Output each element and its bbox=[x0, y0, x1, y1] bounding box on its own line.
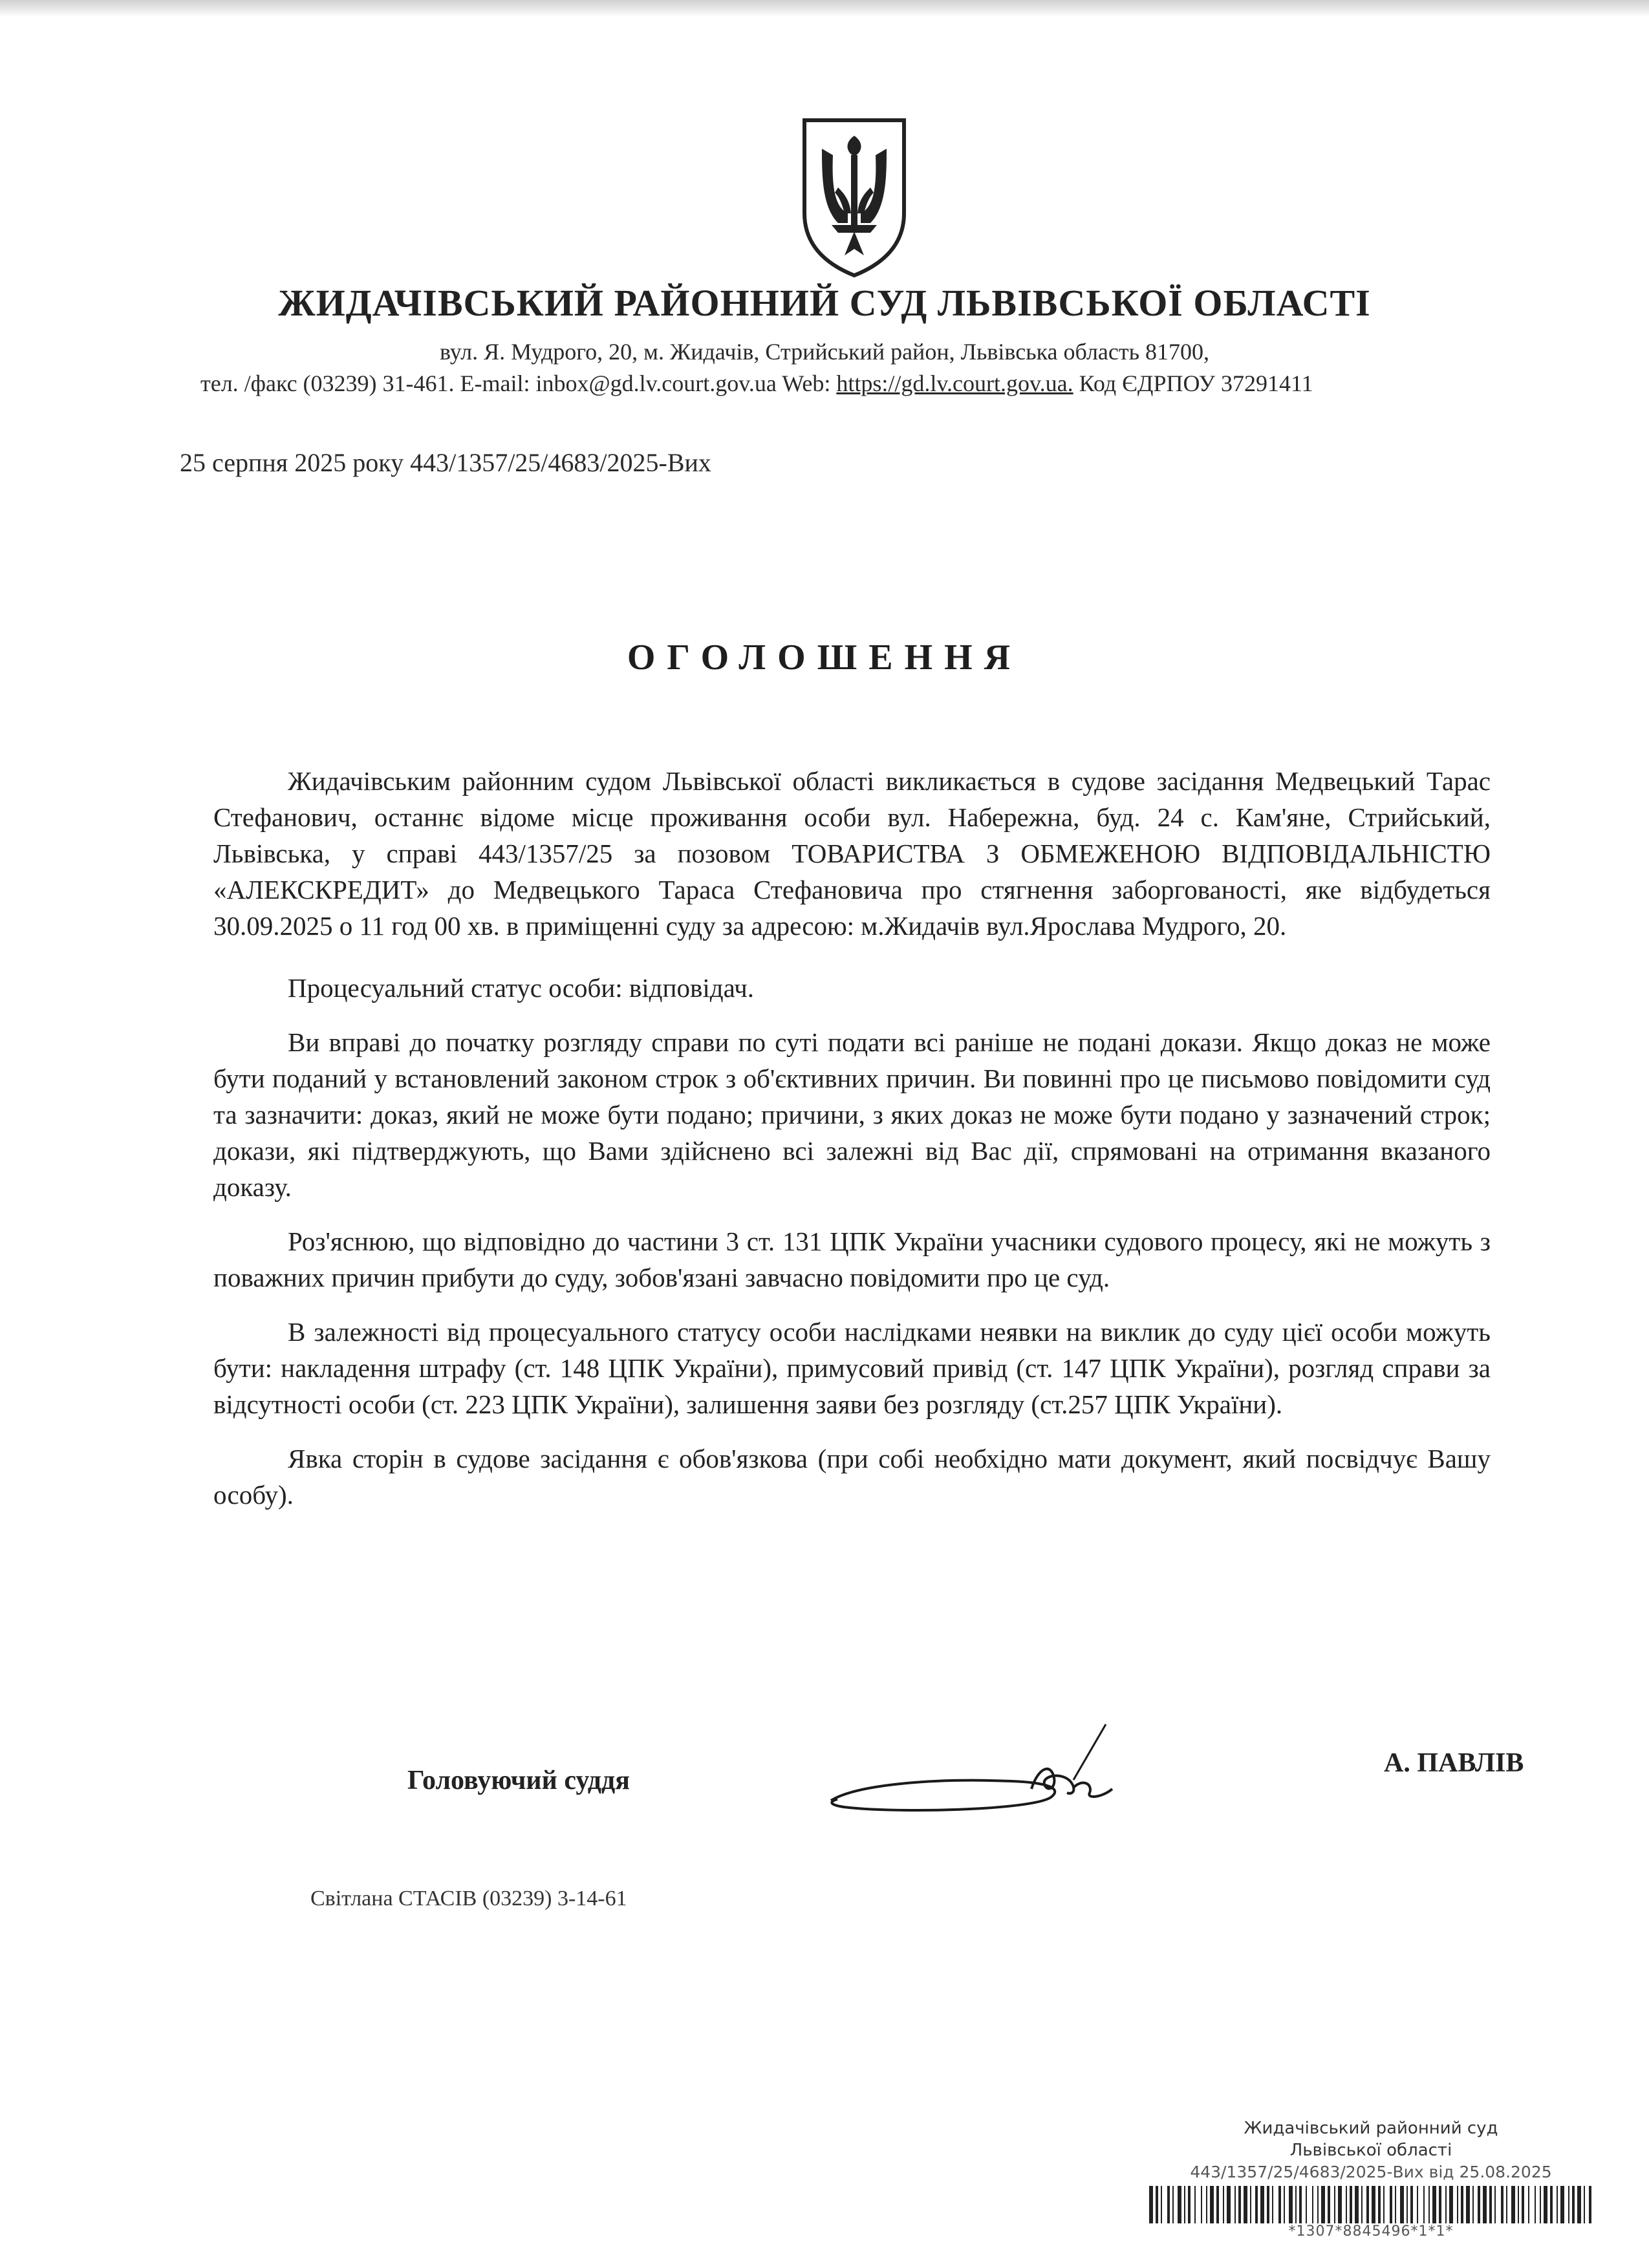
court-contacts bbox=[200, 370, 1649, 397]
scan-edge-shadow bbox=[0, 0, 1649, 17]
handwritten-signature bbox=[818, 1717, 1128, 1839]
barcode-icon bbox=[1148, 2186, 1594, 2223]
contacts-prefix: тел. /факс (03239) 31-461. E-mail: inbox@gd.lv.court.gov.ua Web: bbox=[200, 370, 837, 396]
court-website-link[interactable]: https://gd.lv.court.gov.ua. bbox=[836, 370, 1073, 396]
paragraph-attendance: Явка сторін в судове засідання є обов'язкова (при собі необхідно мати документ, який посвідчує Вашу особу). bbox=[213, 1444, 1491, 1510]
barcode-code: *1307*8845496*1*1* bbox=[1288, 2223, 1454, 2240]
stamp-court-name: Жидачівський районний суд bbox=[1244, 2119, 1498, 2138]
judge-title: Головуючий суддя bbox=[407, 1766, 630, 1795]
executor-contact: Світлана СТАСІВ (03239) 3-14-61 bbox=[310, 1887, 627, 1910]
paragraph-evidence: Ви вправі до початку розгляду справи по суті подати всі раніше не подані докази. Якщо доказ не може бути поданий у встановлений законом строк з об'єктивних причин. Ви повинні про це письмово повідомити суд та зазначити: доказ, який не може бути подано; причини, з яких доказ не може бути подано у зазначений строк; докази, які підтверджують, що Вами здійснено всі залежні від Вас дії, спрямовані на отримання вказаного доказу. bbox=[213, 1027, 1491, 1202]
document-date-reference: 25 серпня 2025 року 443/1357/25/4683/2025-Вих bbox=[180, 448, 711, 477]
paragraph-consequences: В залежності від процесуального статусу особи наслідками неявки на виклик до суду цієї особи можуть бути: накладення штрафу (ст. 148 ЦПК України), примусовий привід (ст. 147 ЦПК України), розгляд справи за відсутності особи (ст. 223 ЦПК України), залишення заяви без розгляду (ст.257 ЦПК України). bbox=[213, 1317, 1491, 1419]
registration-stamp bbox=[1145, 2117, 1597, 2240]
contacts-suffix: Код ЄДРПОУ 37291411 bbox=[1073, 370, 1313, 396]
announcement-body bbox=[213, 763, 1491, 1531]
document-title: ОГОЛОШЕННЯ bbox=[627, 637, 1022, 678]
court-address: вул. Я. Мудрого, 20, м. Жидачів, Стрийський район, Львівська область 81700, bbox=[439, 339, 1210, 365]
paragraph-status: Процесуальний статус особи: відповідач. bbox=[288, 973, 755, 1003]
paragraph-notice: Роз'яснюю, що відповідно до частини 3 ст. 131 ЦПК України учасники судового процесу, які не можуть з поважних причин прибути до суду, зобов'язані завчасно повідомити про це суд. bbox=[213, 1226, 1491, 1292]
paragraph-summons: Жидачівським районним судом Львівської області викликається в судове засідання Медвецький Тарас Стефанович, останнє відоме місце проживання особи вул. Набережна, буд. 24 с. Кам'яне, Стрийський, Львівська, у справі 443/1357/25 за позовом ТОВАРИСТВА З ОБМЕЖЕНОЮ ВІДПОВІДАЛЬНІСТЮ «АЛЕКСКРЕДИТ» до Медвецького Тараса Стефановича про стягнення заборгованості, яке відбудеться 30.09.2025 о 11 год 00 хв. в приміщенні суду за адресою: м.Жидачів вул.Ярослава Мудрого, 20. bbox=[213, 766, 1491, 941]
stamp-region: Львівської області bbox=[1289, 2141, 1452, 2160]
stamp-outgoing-number: 443/1357/25/4683/2025-Вих від 25.08.2025 bbox=[1190, 2163, 1552, 2181]
court-name: ЖИДАЧІВСЬКИЙ РАЙОННИЙ СУД ЛЬВІВСЬКОЇ ОБЛАСТІ bbox=[278, 282, 1371, 324]
judge-name: А. ПАВЛІВ bbox=[1384, 1748, 1524, 1778]
trident-coat-of-arms-icon bbox=[799, 116, 909, 278]
